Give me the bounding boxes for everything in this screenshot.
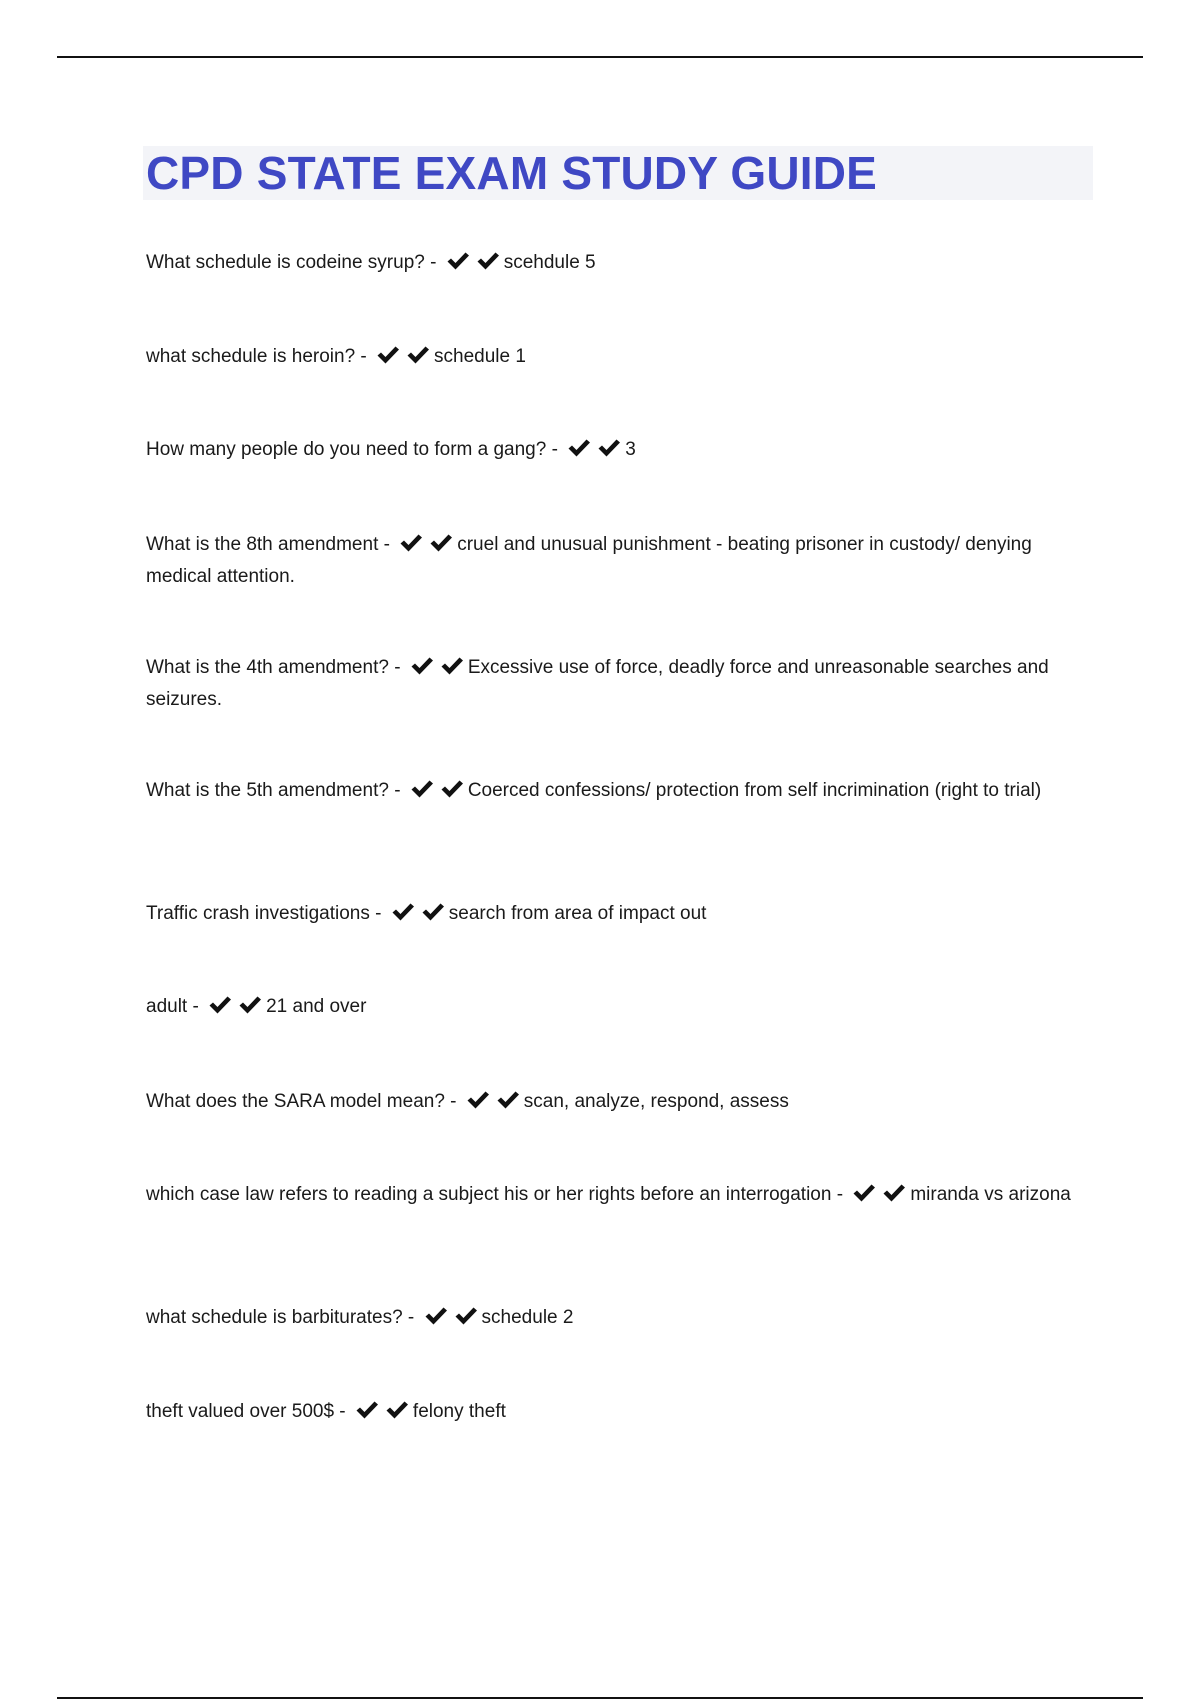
qa-item [146, 1180, 1076, 1212]
check-marks [355, 1400, 411, 1429]
question-text: theft valued over 500$ [146, 1401, 335, 1422]
check-icon [385, 1400, 409, 1420]
question-text: What schedule is codeine syrup? [146, 252, 425, 273]
check-icon [410, 656, 434, 676]
check-marks [376, 345, 432, 374]
question-text: adult [146, 996, 188, 1017]
separator: - [369, 903, 387, 924]
check-icon [496, 1090, 520, 1110]
separator: - [187, 996, 205, 1017]
check-icon [429, 533, 453, 553]
answer-text: Excessive use of force, deadly force and unreasonable searches and seizures. [146, 657, 1049, 710]
check-icon [440, 779, 464, 799]
answer-text: 3 [625, 439, 636, 460]
qa-item [146, 1397, 1076, 1429]
check-icon [376, 345, 400, 365]
question-text: which case law refers to reading a subject his or her rights before an interrogation [146, 1184, 832, 1205]
question-text: What is the 5th amendment? [146, 780, 389, 801]
separator: - [355, 346, 373, 367]
check-marks [410, 656, 466, 685]
check-marks [852, 1183, 908, 1212]
check-marks [466, 1090, 522, 1119]
document-title: CPD STATE EXAM STUDY GUIDE [146, 147, 878, 199]
qa-item [146, 530, 1076, 591]
qa-item [146, 776, 1076, 808]
bottom-rule [57, 1697, 1143, 1699]
check-icon [424, 1306, 448, 1326]
answer-text: schedule 1 [434, 346, 526, 367]
question-text: what schedule is heroin? [146, 346, 356, 367]
check-icon [454, 1306, 478, 1326]
separator: - [378, 534, 396, 555]
qa-item [146, 992, 1076, 1024]
question-text: How many people do you need to form a gang? [146, 439, 547, 460]
check-marks [391, 902, 447, 931]
question-text: what schedule is barbiturates? [146, 1307, 403, 1328]
check-icon [355, 1400, 379, 1420]
separator: - [444, 1091, 462, 1112]
answer-text: scehdule 5 [503, 252, 596, 273]
top-rule [57, 56, 1143, 58]
answer-text: Coerced confessions/ protection from self incrimination (right to trial) [467, 780, 1042, 801]
check-marks [446, 251, 502, 280]
check-icon [597, 438, 621, 458]
separator: - [424, 252, 442, 273]
question-text: Traffic crash investigations [146, 903, 370, 924]
question-text: What does the SARA model mean? [146, 1091, 445, 1112]
check-icon [476, 251, 500, 271]
answer-text: scan, analyze, respond, assess [523, 1091, 789, 1112]
check-icon [406, 345, 430, 365]
check-icon [466, 1090, 490, 1110]
check-icon [882, 1183, 906, 1203]
check-icon [391, 902, 415, 922]
qa-item [146, 899, 1076, 931]
qa-item [146, 1303, 1076, 1335]
check-icon [208, 995, 232, 1015]
qa-item [146, 435, 1076, 467]
separator: - [546, 439, 564, 460]
check-icon [399, 533, 423, 553]
answer-text: 21 and over [266, 996, 367, 1017]
answer-text: search from area of impact out [448, 903, 707, 924]
check-icon [421, 902, 445, 922]
separator: - [388, 780, 406, 801]
answer-text: felony theft [412, 1401, 506, 1422]
answer-text: cruel and unusual punishment - beating prisoner in custody/ denying medical attention. [146, 534, 1032, 587]
qa-item [146, 653, 1076, 714]
qa-item [146, 342, 1076, 374]
separator: - [402, 1307, 420, 1328]
qa-item [146, 248, 1076, 280]
check-icon [238, 995, 262, 1015]
qa-item [146, 1087, 1076, 1119]
separator: - [831, 1184, 849, 1205]
check-marks [208, 995, 264, 1024]
check-icon [410, 779, 434, 799]
check-marks [410, 779, 466, 808]
question-text: What is the 4th amendment? [146, 657, 389, 678]
check-icon [567, 438, 591, 458]
separator: - [388, 657, 406, 678]
title-band [143, 146, 1093, 200]
separator: - [334, 1401, 351, 1422]
check-marks [424, 1306, 480, 1335]
check-icon [446, 251, 470, 271]
answer-text: schedule 2 [481, 1307, 574, 1328]
check-icon [440, 656, 464, 676]
check-marks [567, 438, 623, 467]
check-icon [852, 1183, 876, 1203]
question-text: What is the 8th amendment [146, 534, 379, 555]
answer-text: miranda vs arizona [910, 1184, 1071, 1205]
check-marks [399, 533, 455, 562]
